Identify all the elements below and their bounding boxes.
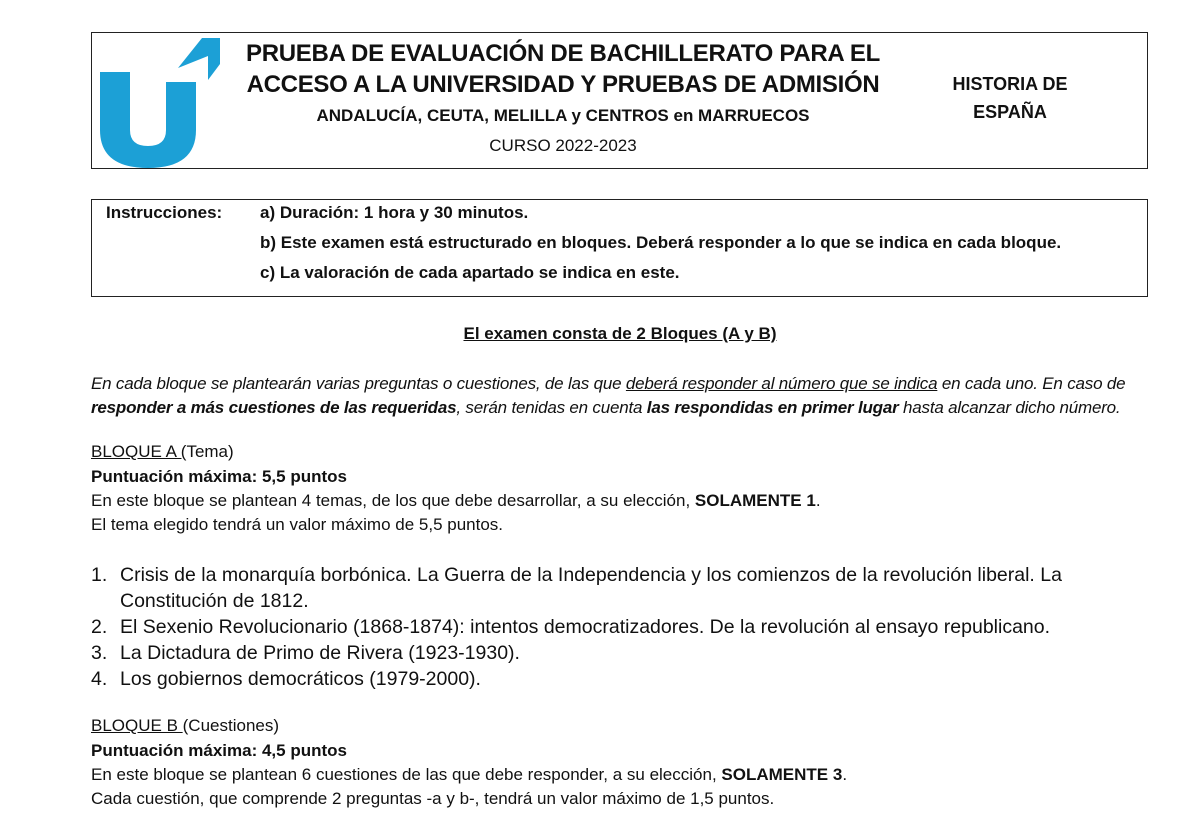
- topic-line: Crisis de la monarquía borbónica. La Guerra de la Independencia y los comienzos de la revolución liberal. La: [120, 564, 1062, 586]
- desc-bold: SOLAMENTE 3: [721, 765, 843, 784]
- bloque-a-description: [91, 491, 821, 511]
- subject-label: [920, 70, 1100, 126]
- bloque-a-score: Puntuación máxima: 5,5 puntos: [91, 467, 347, 486]
- course-label: CURSO 2022-2023: [489, 136, 637, 155]
- topic-item: [91, 640, 1091, 666]
- intro-paragraph: [91, 372, 1156, 420]
- bloque-b-description: [91, 765, 847, 785]
- bloque-a-heading: [91, 442, 234, 462]
- bloque-b-score: Puntuación máxima: 4,5 puntos: [91, 741, 347, 760]
- exam-structure-title: El examen consta de 2 Bloques (A y B): [463, 324, 777, 343]
- bloque-a-heading-rest: Tema): [186, 442, 234, 461]
- topic-number: 1.: [91, 564, 108, 586]
- instruction-item: b) Este examen está estructurado en bloques. Deberá responder a lo que se indica en cada bloque.: [260, 233, 1062, 252]
- subject-line-2: ESPAÑA: [973, 102, 1047, 122]
- topic-number: 2.: [91, 616, 108, 638]
- region-label: ANDALUCÍA, CEUTA, MELILLA y CENTROS en MARRUECOS: [316, 106, 810, 125]
- topic-text: [120, 562, 1091, 614]
- topic-line: Constitución de 1812.: [120, 590, 309, 612]
- bloque-b-value-note: Cada cuestión, que comprende 2 preguntas -a y b-, tendrá un valor máximo de 1,5 puntos.: [91, 789, 775, 808]
- topic-text: El Sexenio Revolucionario (1868-1874): intentos democratizadores. De la revolución al ensayo republicano.: [120, 616, 1051, 638]
- desc-text: En este bloque se plantean 6 cuestiones de las que debe responder, a su elección,: [91, 765, 722, 784]
- intro-bold: las respondidas en primer lugar: [646, 398, 899, 417]
- bloque-a-heading-underlined: BLOQUE A (: [91, 442, 187, 461]
- bloque-b-heading-underlined: BLOQUE B: [91, 716, 183, 735]
- instruction-item: c) La valoración de cada apartado se indica en este.: [260, 263, 680, 282]
- university-logo-icon: [96, 34, 222, 168]
- intro-text: , serán tenidas en cuenta: [456, 398, 647, 417]
- instruction-item: a) Duración: 1 hora y 30 minutos.: [260, 203, 529, 222]
- title-line-2: ACCESO A LA UNIVERSIDAD Y PRUEBAS DE ADMISIÓN: [246, 71, 880, 98]
- subject-line-1: HISTORIA DE: [952, 74, 1068, 94]
- topic-text: Los gobiernos democráticos (1979-2000).: [120, 668, 481, 690]
- instructions-label: Instrucciones:: [106, 203, 223, 222]
- exam-heading: [218, 38, 908, 100]
- desc-text: .: [815, 491, 821, 510]
- intro-bold: responder a más cuestiones de las requeridas: [91, 398, 457, 417]
- bloque-a-value-note: El tema elegido tendrá un valor máximo de 5,5 puntos.: [91, 515, 504, 534]
- topic-item: [91, 666, 1091, 692]
- topic-item: [91, 614, 1091, 640]
- topic-item: [91, 562, 1091, 614]
- intro-text: En cada bloque se plantearán varias preguntas o cuestiones, de las que: [91, 374, 626, 393]
- desc-text: .: [842, 765, 848, 784]
- topic-number: 4.: [91, 668, 108, 690]
- bloque-b-heading-rest: (Cuestiones): [182, 716, 280, 735]
- intro-text: hasta alcanzar dicho número.: [898, 398, 1121, 417]
- intro-underlined: deberá responder al número que se indica: [625, 374, 938, 393]
- desc-text: En este bloque se plantean 4 temas, de los que debe desarrollar, a su elección,: [91, 491, 695, 510]
- bloque-b-heading: [91, 716, 279, 736]
- title-line-1: PRUEBA DE EVALUACIÓN DE BACHILLERATO PARA EL: [246, 40, 880, 67]
- topic-number: 3.: [91, 642, 108, 664]
- intro-text: en cada uno. En caso de: [937, 374, 1126, 393]
- desc-bold: SOLAMENTE 1: [694, 491, 816, 510]
- topic-text: La Dictadura de Primo de Rivera (1923-1930).: [120, 642, 520, 664]
